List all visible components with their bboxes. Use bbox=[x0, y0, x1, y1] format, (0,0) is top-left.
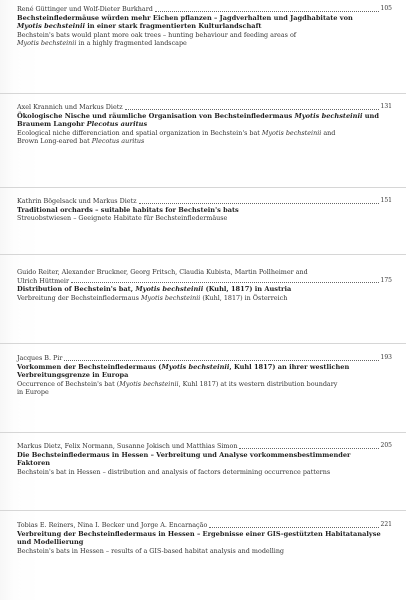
dot-leader bbox=[125, 108, 379, 110]
entry-translated-title-line: Brown Long-eared bat Plecotus auritus bbox=[17, 137, 145, 146]
dot-leader bbox=[64, 359, 378, 361]
entry-translated-title-line: Myotis bechsteinii in a highly fragmented landscape bbox=[17, 39, 187, 48]
authors: Guido Reiter, Alexander Bruckner, Georg Fritsch, Claudia Kubista, Martin Pollheimer and bbox=[17, 268, 308, 276]
authors: Tobias E. Reiners, Nina I. Becker und Jorge A. Encarnação bbox=[17, 521, 208, 529]
toc-entry bbox=[0, 187, 406, 255]
entry-title-line: Traditional orchards – suitable habitats for Bechstein's bats bbox=[17, 205, 239, 214]
authors: Markus Dietz, Felix Normann, Susanne Jokisch und Matthias Simon bbox=[17, 442, 238, 450]
entry-title-line: Verbreitungsgrenze in Europa bbox=[17, 371, 129, 380]
page-number: 151 bbox=[380, 197, 392, 204]
authors: Axel Krannich und Markus Dietz bbox=[17, 103, 123, 111]
dot-leader bbox=[239, 447, 378, 449]
entry-translated-title-line: Bechstein's bat in Hessen – distribution and analysis of factors determining occurrence patterns bbox=[17, 467, 331, 476]
authors: René Güttinger und Wolf-Dieter Burkhard bbox=[17, 5, 153, 13]
dot-leader bbox=[139, 202, 379, 204]
authors-line bbox=[17, 103, 392, 112]
entry-translated-title-line: Bechstein's bats in Hessen – results of a GIS-based habitat analysis and modelling bbox=[17, 546, 285, 555]
page-number: 175 bbox=[380, 276, 392, 284]
entry-title-line: Die Bechsteinfledermaus in Hessen – Verbreitung und Analyse vorkommensbestimmender bbox=[17, 450, 351, 459]
toc-entry bbox=[0, 254, 406, 344]
page-number: 193 bbox=[380, 354, 392, 361]
authors-line bbox=[17, 521, 392, 530]
entry-title-line: Braunem Langohr Plecotus auritus bbox=[17, 120, 148, 129]
entry-title-line: Distribution of Bechstein's bat, Myotis bechsteinii (Kuhl, 1817) in Austria bbox=[17, 285, 292, 294]
authors-line bbox=[17, 354, 392, 363]
toc-entry bbox=[0, 510, 406, 601]
toc-entry bbox=[0, 432, 406, 511]
page-number: 221 bbox=[380, 521, 392, 528]
entry-title-line: Myotis bechsteinii in einer stark fragmentierten Kulturlandschaft bbox=[17, 22, 262, 31]
dot-leader bbox=[71, 281, 379, 283]
toc-entry bbox=[0, 343, 406, 433]
entry-title-line: Verbreitung der Bechsteinfledermaus in Hessen – Ergebnisse einer GIS-gestützten Habitatanalyse bbox=[17, 529, 381, 538]
dot-leader bbox=[209, 526, 378, 528]
page-number: 205 bbox=[380, 442, 392, 449]
authors-line bbox=[17, 268, 392, 277]
authors-line bbox=[17, 197, 392, 206]
page-number: 105 bbox=[380, 5, 392, 12]
entry-translated-title-line: Ecological niche differenciation and spatial organization in Bechstein's bat Myotis bechsteinii and bbox=[17, 128, 336, 137]
authors: Kathrin Bögelsack und Markus Dietz bbox=[17, 197, 137, 205]
entry-title-line: Bechsteinfledermäuse würden mehr Eichen pflanzen – Jagdverhalten und Jagdhabitate von bbox=[17, 13, 353, 22]
toc-entry bbox=[0, 93, 406, 188]
entry-translated-title-line: in Europe bbox=[17, 388, 49, 397]
entry-title-line: Faktoren bbox=[17, 459, 51, 468]
authors: Jacques B. Pir bbox=[17, 354, 63, 362]
entry-title-line: und Modellierung bbox=[17, 538, 84, 547]
authors-line-continued bbox=[17, 277, 392, 286]
toc-entry bbox=[0, 0, 406, 93]
entry-translated-title-line: Occurrence of Bechstein's bat (Myotis bechsteinii, Kuhl 1817) at its western distribution boundary bbox=[17, 379, 338, 388]
authors-continued: Ulrich Hüttmeir bbox=[17, 276, 70, 285]
entry-title-line: Ökologische Nische und räumliche Organisation von Bechsteinfledermaus Myotis bechsteinii und bbox=[17, 111, 379, 120]
entry-translated-title-line: Streuobstwiesen – Geeignete Habitate für Bechsteinfledermäuse bbox=[17, 214, 228, 223]
entry-translated-title-line: Verbreitung der Bechsteinfledermaus Myotis bechsteinii (Kuhl, 1817) in Österreich bbox=[17, 293, 288, 302]
authors-line bbox=[17, 442, 392, 451]
entry-title-line: Vorkommen der Bechsteinfledermaus (Myotis bechsteinii, Kuhl 1817) an ihrer westlichen bbox=[17, 362, 350, 371]
entry-translated-title-line: Bechstein's bats would plant more oak trees – hunting behaviour and feeding areas of bbox=[17, 30, 297, 39]
dot-leader bbox=[155, 10, 379, 12]
page-number: 131 bbox=[380, 103, 392, 110]
authors-line bbox=[17, 5, 392, 14]
